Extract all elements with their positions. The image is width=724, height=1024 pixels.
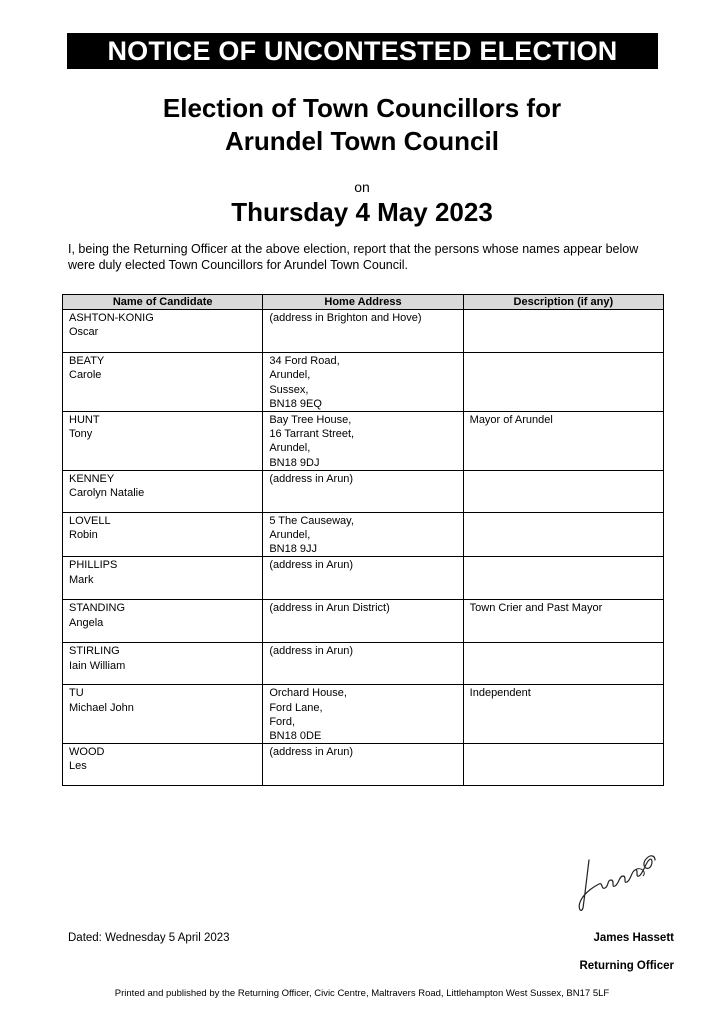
table-header-row (63, 295, 664, 310)
candidate-forenames: Carole (69, 369, 102, 382)
address-line: 5 The Causeway, (269, 514, 354, 527)
candidate-surname: STANDING (69, 602, 126, 615)
address-line: BN18 9EQ (269, 397, 322, 410)
notice-banner: NOTICE OF UNCONTESTED ELECTION (67, 33, 658, 69)
candidate-forenames: Tony (69, 428, 93, 441)
table-row (63, 512, 664, 557)
address-line: (address in Arun District) (269, 602, 390, 615)
candidate-name-cell (63, 557, 263, 600)
candidate-name-cell (63, 685, 263, 744)
candidate-name-cell (63, 470, 263, 512)
candidate-name-cell (63, 353, 263, 412)
home-address-cell (263, 557, 463, 600)
home-address-cell (263, 412, 463, 471)
election-date: Thursday 4 May 2023 (231, 197, 493, 227)
table-row (63, 412, 664, 471)
candidate-forenames: Mark (69, 573, 94, 586)
address-line: BN18 0DE (269, 730, 322, 743)
candidate-forenames: Angela (69, 616, 104, 629)
header-address: Home Address (263, 295, 463, 310)
candidate-forenames: Les (69, 760, 87, 773)
candidate-surname: ASHTON-KONIG (69, 312, 154, 325)
candidate-surname: HUNT (69, 414, 100, 427)
on-label: on (354, 179, 370, 195)
candidate-forenames: Oscar (69, 326, 99, 339)
candidate-surname: PHILLIPS (69, 559, 118, 572)
candidate-forenames: Michael John (69, 701, 134, 714)
candidate-surname: BEATY (69, 355, 105, 368)
table-row (63, 744, 664, 786)
address-line: BN18 9DJ (269, 456, 320, 469)
address-line: Arundel, (269, 529, 311, 542)
home-address-cell (263, 600, 463, 643)
table-row (63, 470, 664, 512)
header-name: Name of Candidate (63, 295, 263, 310)
table-row (63, 600, 664, 643)
description-cell (463, 353, 663, 412)
dated-line: Dated: Wednesday 5 April 2023 (68, 932, 230, 944)
candidate-name-cell (63, 643, 263, 685)
address-line: (address in Arun) (269, 559, 354, 572)
home-address-cell (263, 643, 463, 685)
candidate-forenames: Iain William (69, 659, 126, 672)
table-row (63, 353, 664, 412)
home-address-cell (263, 512, 463, 557)
address-line: Orchard House, (269, 687, 347, 700)
description-cell: Mayor of Arundel (463, 412, 663, 471)
address-line: (address in Arun) (269, 472, 354, 485)
address-line: Arundel, (269, 442, 311, 455)
address-line: BN18 9JJ (269, 543, 318, 556)
address-line: Bay Tree House, (269, 414, 352, 427)
address-line: Sussex, (269, 383, 309, 396)
address-line: Ford Lane, (269, 701, 323, 714)
table-row (63, 310, 664, 353)
signature (575, 846, 660, 916)
candidate-name-cell (63, 744, 263, 786)
candidate-name-cell (63, 512, 263, 557)
officer-name: James Hassett (593, 932, 674, 944)
address-line: Ford, (269, 715, 296, 728)
officer-role: Returning Officer (579, 960, 674, 972)
candidate-name-cell (63, 310, 263, 353)
address-line: (address in Arun) (269, 645, 354, 658)
description-cell (463, 557, 663, 600)
candidate-name-cell (63, 600, 263, 643)
home-address-cell (263, 470, 463, 512)
page-title-line2: Arundel Town Council (225, 126, 499, 156)
description-cell (463, 470, 663, 512)
table-row (63, 685, 664, 744)
intro-paragraph: I, being the Returning Officer at the above election, report that the persons whose names appear below were duly elected Town Councillors for Arundel Town Council. (68, 242, 639, 272)
page-title-line1: Election of Town Councillors for (162, 93, 562, 123)
address-line: (address in Arun) (269, 746, 354, 759)
candidate-forenames: Robin (69, 529, 98, 542)
home-address-cell (263, 685, 463, 744)
home-address-cell (263, 310, 463, 353)
description-cell (463, 512, 663, 557)
publisher-footer: Printed and published by the Returning Officer, Civic Centre, Maltravers Road, Littlehampton West Sussex, BN17 5LF (114, 988, 610, 999)
address-line: Arundel, (269, 369, 311, 382)
candidate-surname: STIRLING (69, 645, 120, 658)
description-cell (463, 310, 663, 353)
table-row (63, 643, 664, 685)
description-cell (463, 744, 663, 786)
candidate-surname: LOVELL (69, 514, 111, 527)
candidate-surname: WOOD (69, 746, 105, 759)
description-cell: Independent (463, 685, 663, 744)
candidate-forenames: Carolyn Natalie (69, 487, 145, 500)
header-description: Description (if any) (463, 295, 663, 310)
candidates-table (62, 294, 664, 786)
home-address-cell (263, 353, 463, 412)
address-line: 16 Tarrant Street, (269, 428, 355, 441)
address-line: (address in Brighton and Hove) (269, 312, 422, 325)
candidate-surname: TU (69, 687, 84, 700)
candidate-surname: KENNEY (69, 472, 115, 485)
description-cell (463, 643, 663, 685)
description-cell: Town Crier and Past Mayor (463, 600, 663, 643)
candidate-name-cell (63, 412, 263, 471)
home-address-cell (263, 744, 463, 786)
table-row (63, 557, 664, 600)
address-line: 34 Ford Road, (269, 355, 340, 368)
